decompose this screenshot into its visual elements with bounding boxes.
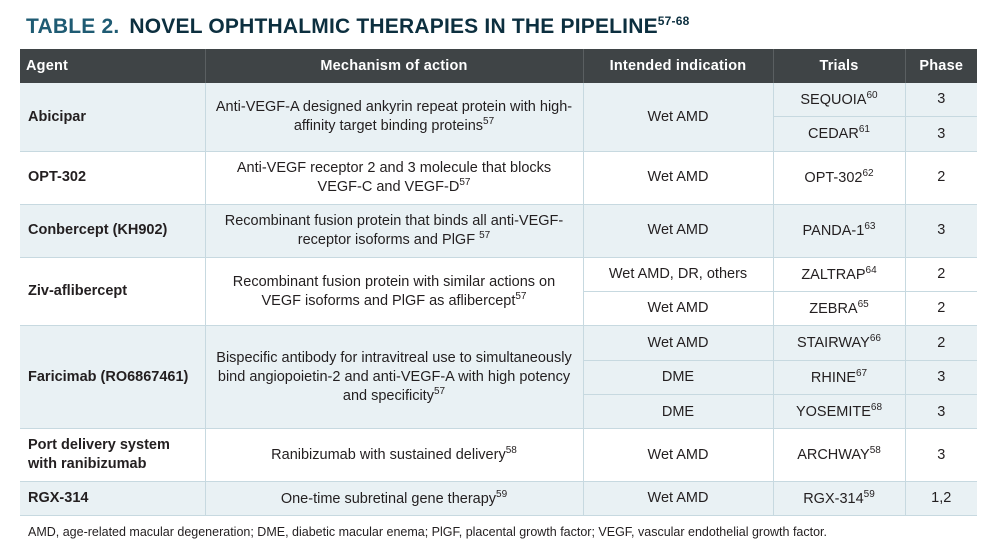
cell-agent: Faricimab (RO6867461) bbox=[20, 326, 205, 429]
cell-trial-superscript: 67 bbox=[856, 367, 868, 379]
cell-trial-superscript: 64 bbox=[865, 264, 877, 276]
cell-indication: Wet AMD, DR, others bbox=[583, 257, 773, 291]
cell-agent: Port delivery system with ranibizumab bbox=[20, 429, 205, 481]
cell-trial-superscript: 63 bbox=[864, 220, 876, 232]
cell-trial-superscript: 58 bbox=[869, 445, 881, 457]
cell-mechanism: Ranibizumab with sustained delivery$^{58}$ bbox=[205, 429, 583, 481]
column-header-trials: Trials bbox=[773, 49, 905, 83]
cell-phase: 3 bbox=[905, 360, 977, 394]
cell-trial-superscript: 68 bbox=[870, 402, 883, 414]
cell-mechanism: Recombinant fusion protein with similar actions on VEGF isoforms and PlGF as aflibercept$^{57}$ bbox=[205, 257, 583, 326]
cell-trial: STAIRWAY$^{66}$ bbox=[773, 326, 905, 360]
table-row bbox=[20, 151, 977, 204]
cell-trial-superscript: 61 bbox=[858, 124, 870, 136]
pipeline-table bbox=[20, 49, 977, 516]
table-row bbox=[20, 204, 977, 257]
cell-indication: Wet AMD bbox=[583, 326, 773, 360]
cell-agent: OPT-302 bbox=[20, 151, 205, 204]
cell-phase: 3 bbox=[905, 429, 977, 481]
cell-trial-superscript: 62 bbox=[862, 168, 874, 180]
cell-mechanism-superscript: 58 bbox=[505, 445, 517, 457]
cell-phase: 1,2 bbox=[905, 481, 977, 515]
cell-indication: Wet AMD bbox=[583, 83, 773, 151]
cell-trial: ZALTRAP$^{64}$ bbox=[773, 257, 905, 291]
cell-phase: 2 bbox=[905, 291, 977, 325]
cell-indication: Wet AMD bbox=[583, 481, 773, 515]
cell-mechanism-superscript: 57 bbox=[483, 116, 495, 128]
column-header-mechanism: Mechanism of action bbox=[205, 49, 583, 83]
cell-trial: CEDAR$^{61}$ bbox=[773, 117, 905, 151]
cell-trial: RGX-$314^{59}$ bbox=[773, 481, 905, 515]
cell-indication: Wet AMD bbox=[583, 204, 773, 257]
cell-phase: 3 bbox=[905, 204, 977, 257]
cell-agent: Ziv-aflibercept bbox=[20, 257, 205, 326]
cell-phase: 2 bbox=[905, 257, 977, 291]
cell-indication: DME bbox=[583, 360, 773, 394]
cell-trial-superscript: 59 bbox=[863, 488, 875, 500]
cell-trial: OPT-$302^{62}$ bbox=[773, 151, 905, 204]
table-title: NOVEL OPHTHALMIC THERAPIES IN THE PIPELINE$^{57-68}$ bbox=[129, 14, 690, 38]
cell-trial: PANDA-$1^{63}$ bbox=[773, 204, 905, 257]
table-number: TABLE 2. bbox=[26, 15, 120, 38]
cell-trial: ARCHWAY$^{58}$ bbox=[773, 429, 905, 481]
cell-indication: Wet AMD bbox=[583, 429, 773, 481]
cell-mechanism: Bispecific antibody for intravitreal use to simultaneously bind angiopoietin-2 and anti-VEGF-A with high potency and specificity$^{57}$ bbox=[205, 326, 583, 429]
table-row bbox=[20, 326, 977, 360]
cell-trial-superscript: 60 bbox=[866, 90, 878, 101]
cell-agent: Conbercept (KH902) bbox=[20, 204, 205, 257]
cell-trial: ZEBRA$^{65}$ bbox=[773, 291, 905, 325]
cell-mechanism-superscript: 57 bbox=[459, 177, 471, 189]
cell-mechanism-superscript: 59 bbox=[496, 488, 508, 500]
cell-trial: SEQUOIA$^{60}$ bbox=[773, 83, 905, 117]
cell-mechanism: Recombinant fusion protein that binds all anti-VEGF-receptor isoforms and PlGF $^{57}$ bbox=[205, 204, 583, 257]
cell-agent: RGX-314 bbox=[20, 481, 205, 515]
cell-mechanism: Anti-VEGF receptor 2 and 3 molecule that blocks VEGF-C and VEGF-$D^{57}$ bbox=[205, 151, 583, 204]
cell-agent: Abicipar bbox=[20, 83, 205, 151]
cell-trial: RHINE$^{67}$ bbox=[773, 360, 905, 394]
cell-mechanism-superscript: 57 bbox=[479, 230, 491, 242]
table-row bbox=[20, 481, 977, 515]
column-header-indication: Intended indication bbox=[583, 49, 773, 83]
page-title bbox=[20, 10, 977, 49]
cell-phase: 2 bbox=[905, 151, 977, 204]
cell-phase: 3 bbox=[905, 83, 977, 117]
title-superscript: 57-68 bbox=[657, 14, 690, 28]
cell-mechanism: One-time subretinal gene therapy$^{59}$ bbox=[205, 481, 583, 515]
cell-trial-superscript: 66 bbox=[869, 333, 881, 345]
cell-phase: 3 bbox=[905, 117, 977, 151]
column-header-agent: Agent bbox=[20, 49, 205, 83]
cell-indication: DME bbox=[583, 395, 773, 429]
cell-phase: 3 bbox=[905, 395, 977, 429]
cell-trial: YOSEMITE$^{68}$ bbox=[773, 395, 905, 429]
cell-mechanism: Anti-VEGF-A designed ankyrin repeat protein with high-affinity target binding proteins$^{57}$ bbox=[205, 83, 583, 151]
cell-trial-superscript: 65 bbox=[857, 298, 869, 310]
table-header-row bbox=[20, 49, 977, 83]
cell-indication: Wet AMD bbox=[583, 151, 773, 204]
table-body bbox=[20, 83, 977, 515]
column-header-phase: Phase bbox=[905, 49, 977, 83]
table-row bbox=[20, 83, 977, 117]
cell-mechanism-superscript: 57 bbox=[433, 386, 446, 398]
cell-indication: Wet AMD bbox=[583, 291, 773, 325]
cell-phase: 2 bbox=[905, 326, 977, 360]
cell-mechanism-superscript: 57 bbox=[515, 291, 527, 303]
table-row bbox=[20, 257, 977, 291]
table-row bbox=[20, 429, 977, 481]
table-footnote: AMD, age-related macular degeneration; DME, diabetic macular enema; PlGF, placental growth factor; VEGF, vascular endothelial growth factor. bbox=[28, 524, 827, 539]
